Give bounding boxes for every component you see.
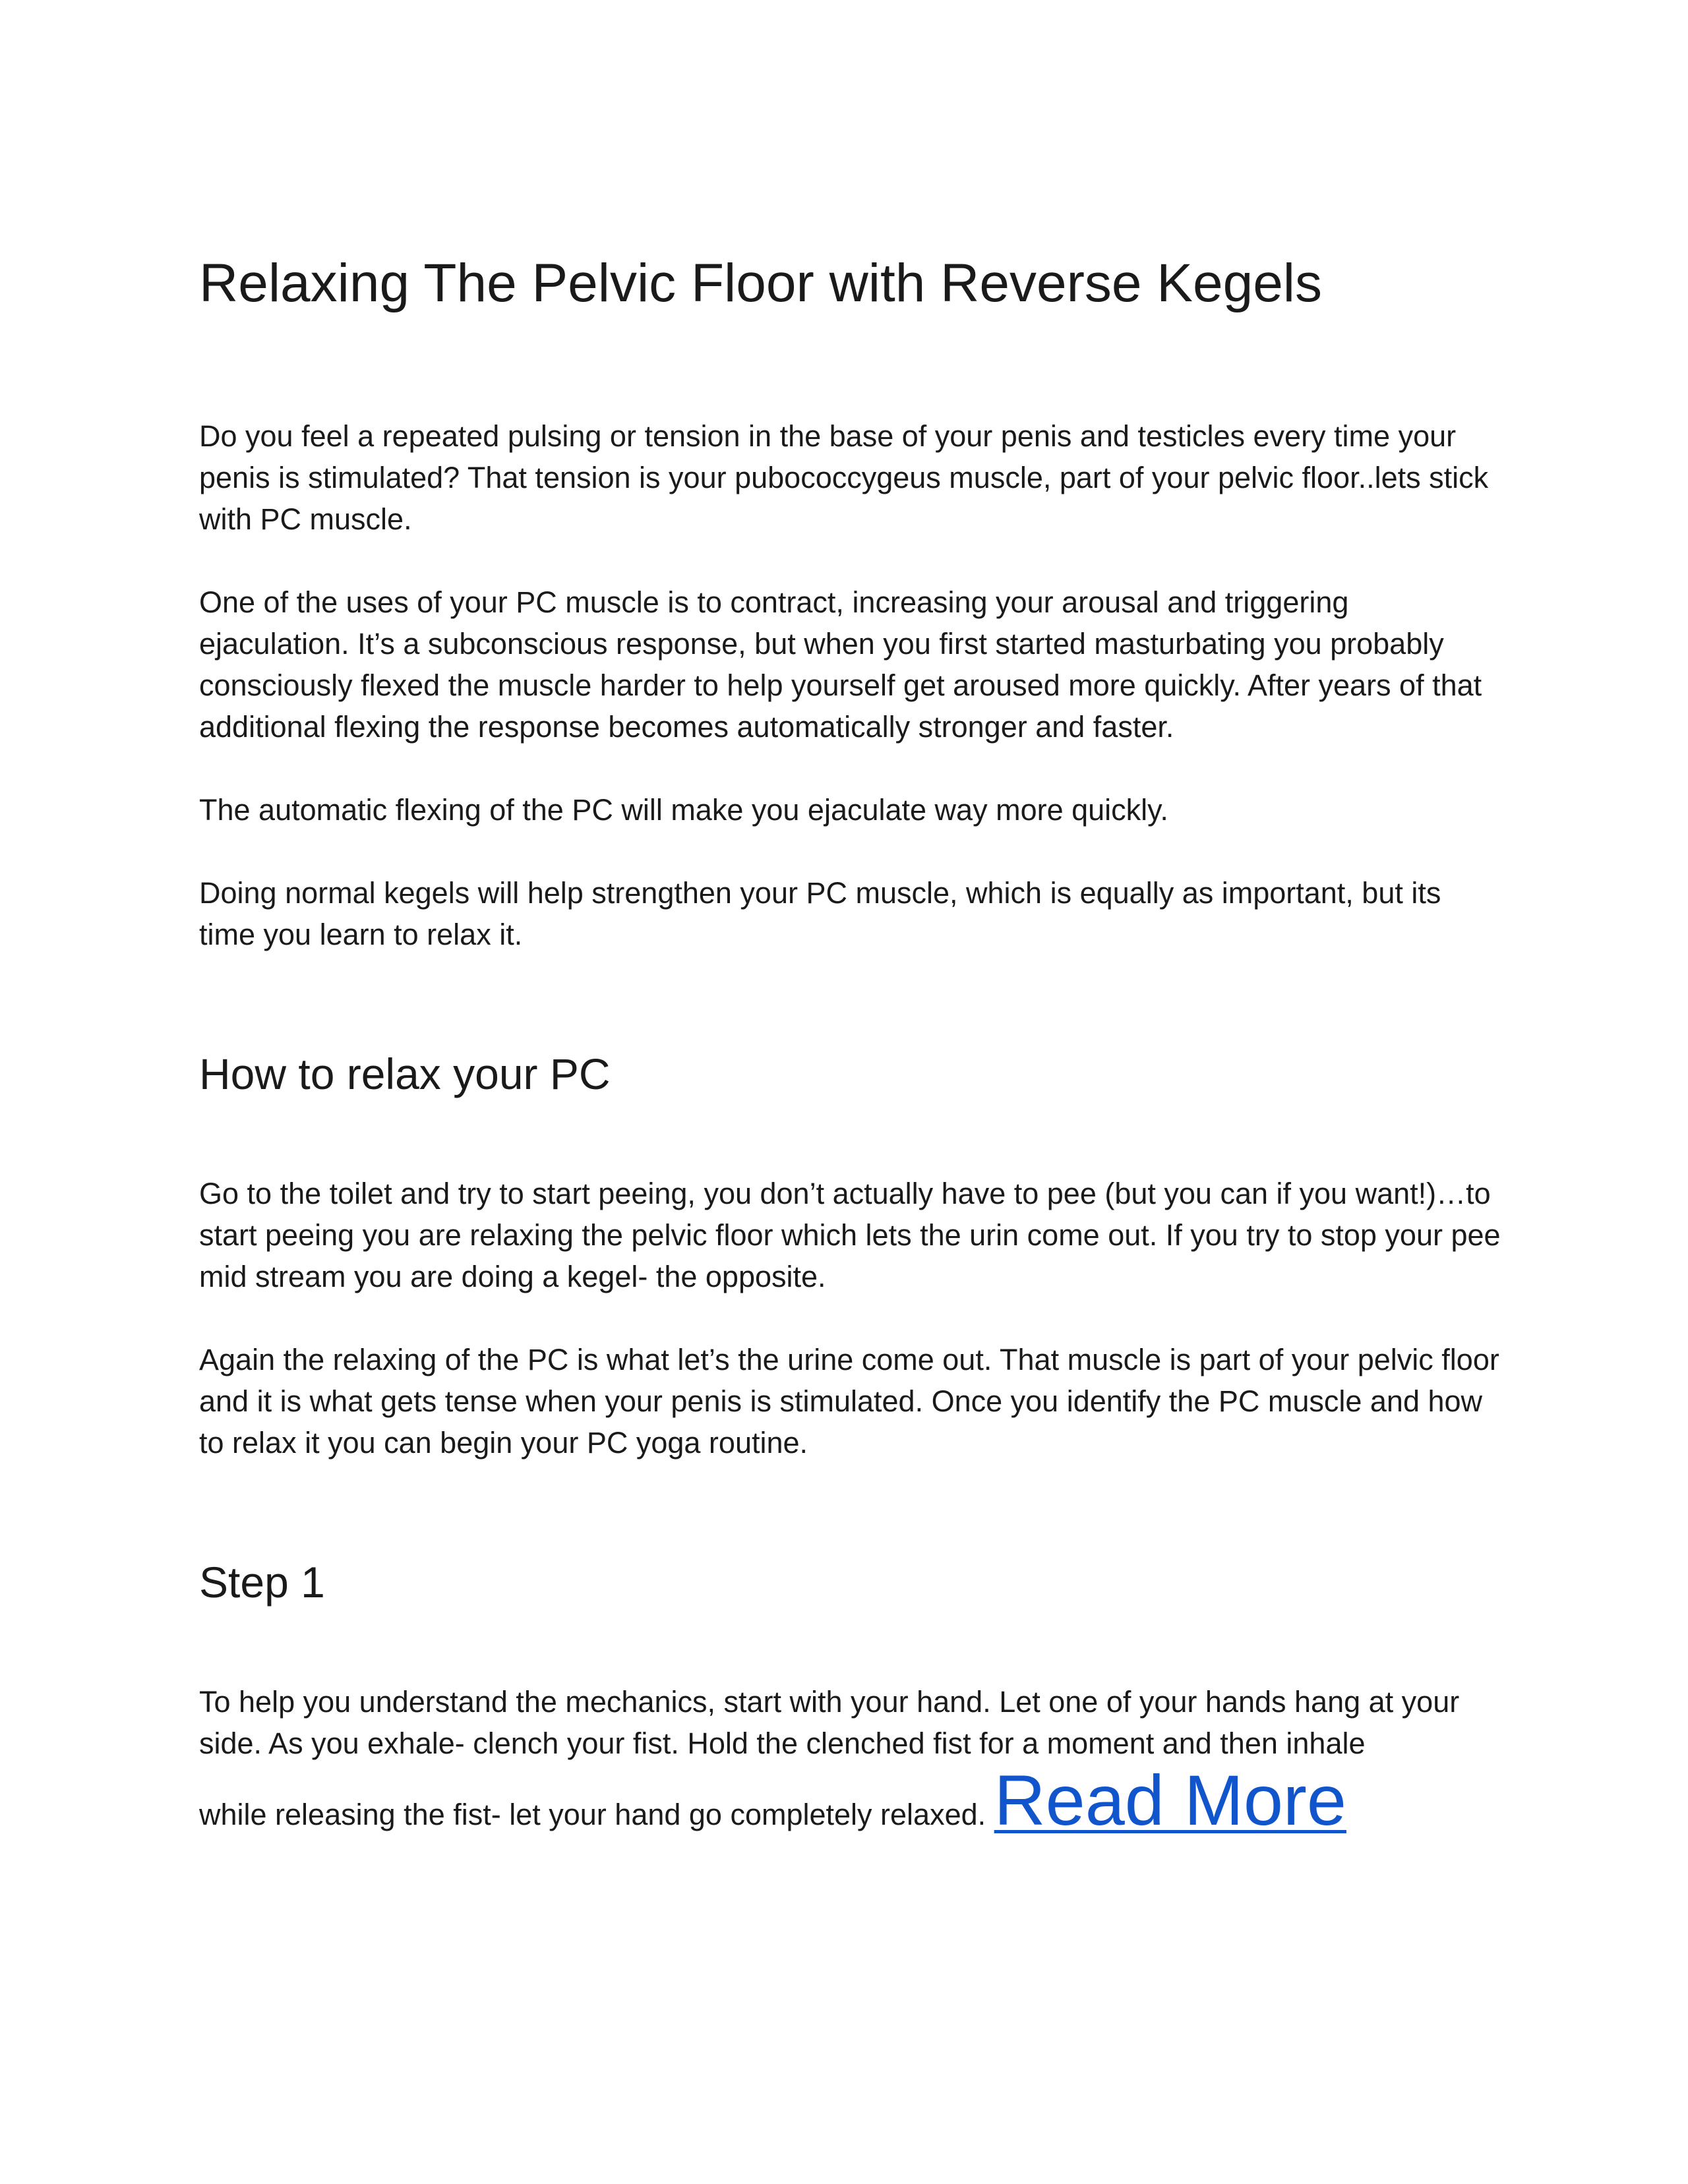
step1-last-line-text: while releasing the fist- let your hand go completely relaxed. [199, 1798, 986, 1831]
document-title: Relaxing The Pelvic Floor with Reverse Kegels [199, 253, 1323, 313]
step1-paragraph: To help you understand the mechanics, start with your hand. Let one of your hands hang at your side. As you exhale- clench your fist. Hold the clenched fist for a moment and then inhale [199, 1685, 1460, 1760]
read-more-link[interactable]: Read More [994, 1760, 1346, 1840]
step1-last-line [199, 1760, 1505, 1851]
intro-paragraph-4: Doing normal kegels will help strengthen your PC muscle, which is equally as important, but its time you learn to relax it. [199, 876, 1441, 951]
intro-paragraph-2: One of the uses of your PC muscle is to contract, increasing your arousal and triggering ejaculation. It’s a subconscious response, but when you first started masturbating you probably consciously flexed the muscle harder to help yourself get aroused more quickly. After years of that additional flexing the response becomes automatically stronger and faster. [199, 585, 1482, 744]
intro-paragraph-3: The automatic flexing of the PC will make you ejaculate way more quickly. [199, 793, 1168, 827]
relax-paragraph-1: Go to the toilet and try to start peeing, you don’t actually have to pee (but you can if you want!)…to start peeing you are relaxing the pelvic floor which lets the urin come out. If you try to stop your pee mid stream you are doing a kegel- the opposite. [199, 1177, 1501, 1293]
relax-paragraph-2: Again the relaxing of the PC is what let’s the urine come out. That muscle is part of your pelvic floor and it is what gets tense when your penis is stimulated. Once you identify the PC muscle and how to relax it you can begin your PC yoga routine. [199, 1343, 1499, 1460]
intro-paragraph-1: Do you feel a repeated pulsing or tension in the base of your penis and testicles every time your penis is stimulated? That tension is your pubococcygeus muscle, part of your pelvic floor..lets stick with PC muscle. [199, 419, 1489, 536]
heading-how-to-relax: How to relax your PC [199, 1049, 611, 1098]
document-content [199, 251, 1505, 1851]
heading-step-1: Step 1 [199, 1558, 325, 1607]
